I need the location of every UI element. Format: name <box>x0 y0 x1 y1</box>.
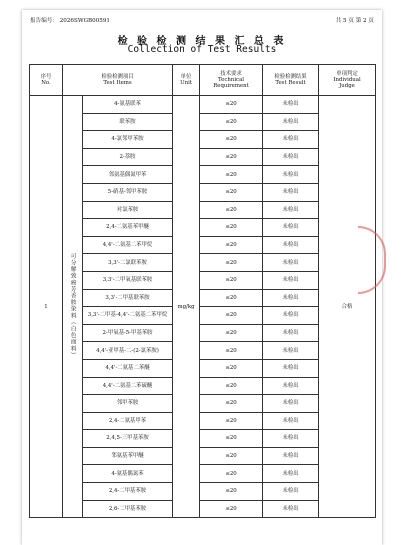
result: 未检出 <box>263 412 319 430</box>
test-item: 2,4-二氨基甲苯 <box>83 412 173 430</box>
requirement: ≤20 <box>200 412 263 430</box>
test-item: 邻甲苯胺 <box>83 395 173 413</box>
test-item: 对氯苯胺 <box>83 201 173 219</box>
test-item: 3,3'-二甲基-4,4'-二氨基二苯甲烷 <box>83 307 173 325</box>
test-item: 2,6-二甲基苯胺 <box>83 500 173 518</box>
result: 未检出 <box>263 307 319 325</box>
requirement: ≤20 <box>200 500 263 518</box>
group-unit: mg/kg <box>173 96 200 518</box>
requirement: ≤20 <box>200 166 263 184</box>
test-item: 2-甲氧基-5-甲基苯胺 <box>83 324 173 342</box>
requirement: ≤20 <box>200 113 263 131</box>
requirement: ≤20 <box>200 254 263 272</box>
test-item: 邻氨基苯甲醚 <box>83 447 173 465</box>
result: 未检出 <box>263 271 319 289</box>
requirement: ≤20 <box>200 342 263 360</box>
requirement: ≤20 <box>200 96 263 114</box>
title-english: Collection of Test Results <box>127 44 277 55</box>
test-item: 5-硝基-邻甲苯胺 <box>83 183 173 201</box>
test-item: 4,4'-二氨基二苯甲烷 <box>83 236 173 254</box>
requirement: ≤20 <box>200 447 263 465</box>
results-table <box>29 64 376 518</box>
col-result: 检验检测结果 Test Result <box>263 65 319 96</box>
col-item: 检验检测项目 Test Items <box>63 65 173 96</box>
requirement: ≤20 <box>200 483 263 501</box>
group-number: 1 <box>30 96 63 518</box>
test-item: 3,3'-二甲氧基联苯胺 <box>83 271 173 289</box>
report-number: 报告编号： 2026SWGB00591 <box>30 18 110 24</box>
test-item: 2,4-二甲基苯胺 <box>83 483 173 501</box>
col-no: 序号 No. <box>30 65 63 96</box>
requirement: ≤20 <box>200 307 263 325</box>
requirement: ≤20 <box>200 465 263 483</box>
requirement: ≤20 <box>200 201 263 219</box>
result: 未检出 <box>263 236 319 254</box>
group-judge: 合格 <box>319 96 376 518</box>
requirement: ≤20 <box>200 131 263 149</box>
requirement: ≤20 <box>200 430 263 448</box>
requirement: ≤20 <box>200 377 263 395</box>
test-item: 2,4,5-三甲基苯胺 <box>83 430 173 448</box>
requirement: ≤20 <box>200 289 263 307</box>
result: 未检出 <box>263 500 319 518</box>
col-unit: 单位 Unit <box>173 65 200 96</box>
result: 未检出 <box>263 289 319 307</box>
requirement: ≤20 <box>200 395 263 413</box>
result: 未检出 <box>263 131 319 149</box>
test-item: 4-氯邻甲苯胺 <box>83 131 173 149</box>
result: 未检出 <box>263 465 319 483</box>
requirement: ≤20 <box>200 219 263 237</box>
result: 未检出 <box>263 359 319 377</box>
result: 未检出 <box>263 430 319 448</box>
result: 未检出 <box>263 483 319 501</box>
result: 未检出 <box>263 342 319 360</box>
requirement: ≤20 <box>200 148 263 166</box>
test-item: 3,3'-二氯联苯胺 <box>83 254 173 272</box>
requirement: ≤20 <box>200 359 263 377</box>
requirement: ≤20 <box>200 183 263 201</box>
test-item: 2,4-二氨基苯甲醚 <box>83 219 173 237</box>
test-item: 3,3'-二甲基联苯胺 <box>83 289 173 307</box>
test-item: 2-萘胺 <box>83 148 173 166</box>
test-item: 4-氨基联苯 <box>83 96 173 114</box>
result: 未检出 <box>263 324 319 342</box>
result: 未检出 <box>263 447 319 465</box>
red-seal-stamp <box>358 226 386 294</box>
page-info: 共 5 页 第 2 页 <box>335 18 374 24</box>
test-item: 4-氨基偶氮苯 <box>83 465 173 483</box>
result: 未检出 <box>263 113 319 131</box>
table-row <box>30 96 376 114</box>
test-item: 联苯胺 <box>83 113 173 131</box>
col-judge: 单项判定 Individual Judge <box>319 65 376 96</box>
result: 未检出 <box>263 96 319 114</box>
test-item: 邻氨基偶氮甲苯 <box>83 166 173 184</box>
report-page <box>22 10 382 545</box>
test-item: 4,4'-亚甲基-二-(2-氯苯胺) <box>83 342 173 360</box>
col-requirement: 技术要求 Technical Requirement <box>200 65 263 96</box>
result: 未检出 <box>263 201 319 219</box>
result: 未检出 <box>263 183 319 201</box>
test-item: 4,4'-二氨基二苯醚 <box>83 359 173 377</box>
result: 未检出 <box>263 148 319 166</box>
result: 未检出 <box>263 254 319 272</box>
result: 未检出 <box>263 377 319 395</box>
requirement: ≤20 <box>200 324 263 342</box>
title-chinese: 检 验 检 测 结 果 汇 总 表 <box>117 36 287 47</box>
test-item: 4,4'-二氨基二苯硫醚 <box>83 377 173 395</box>
result: 未检出 <box>263 395 319 413</box>
requirement: ≤20 <box>200 271 263 289</box>
result: 未检出 <box>263 166 319 184</box>
group-category: 可分解致癌芳香胺染料（白色面料） <box>63 96 83 518</box>
result: 未检出 <box>263 219 319 237</box>
requirement: ≤20 <box>200 236 263 254</box>
